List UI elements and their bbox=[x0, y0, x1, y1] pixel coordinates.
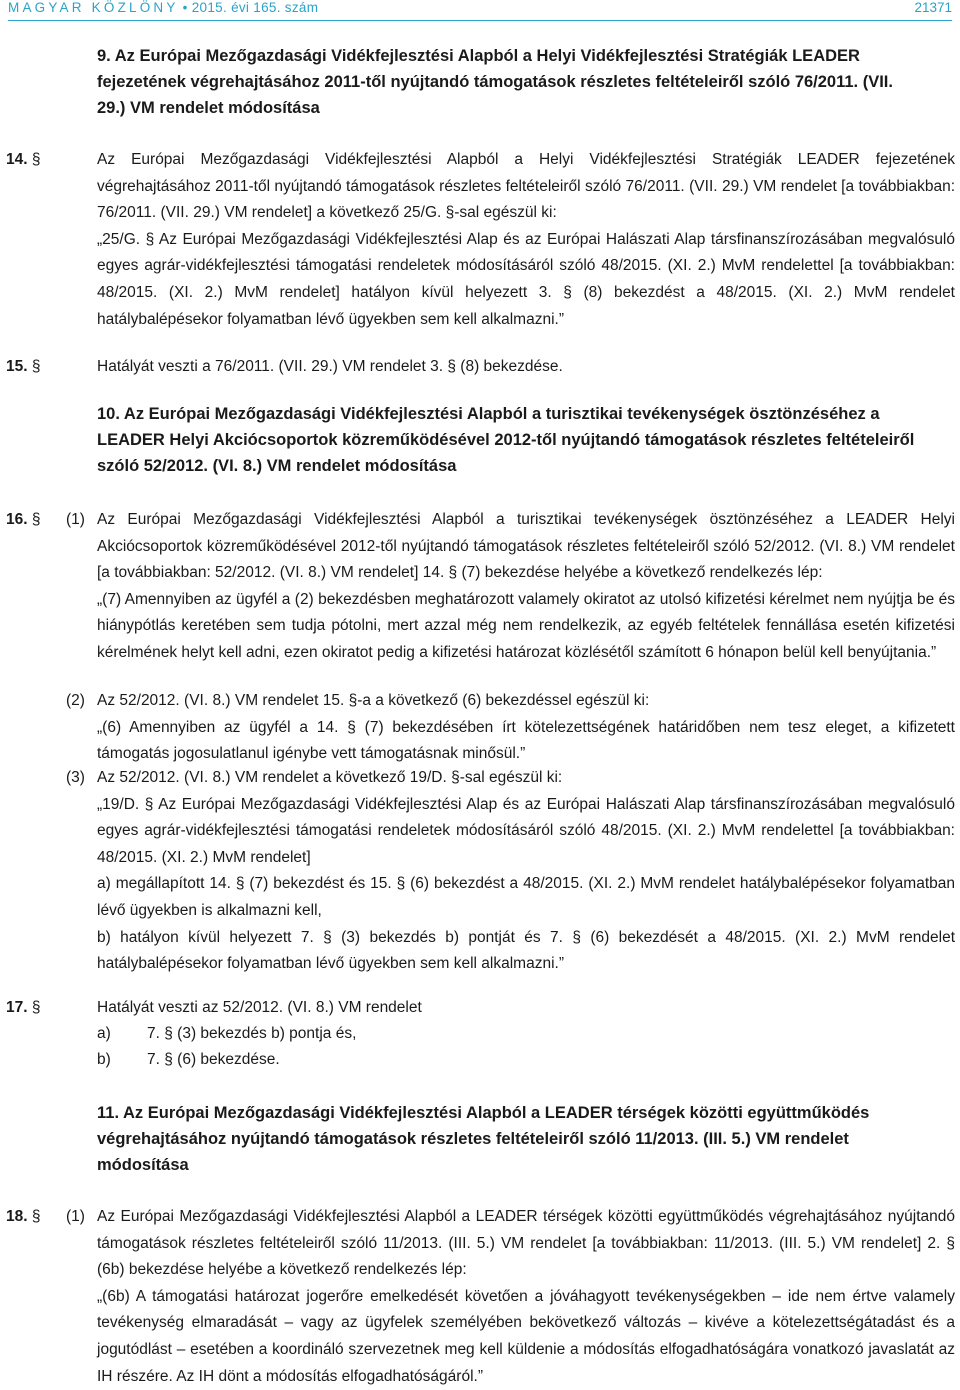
list-item-b: b) hatályon kívül helyezett 7. § (3) bekezdés b) pontját és 7. § (6) bekezdését a 48/2015. (XI. 2.) MvM rendelet hatálybalépésekor folyamatban lévő ügyekben sem kell alkalmazni.” bbox=[97, 928, 955, 973]
paragraph-quote: „(6) Amennyiben az ügyfél a 14. § (7) bekezdésében írt kötelezettségének határidőben nem tesz eleget, a kifizetett támogatás jogosulatlanul igénybe vett támogatásnak minősül.” bbox=[97, 718, 955, 763]
paragraph-label: (2) bbox=[66, 692, 85, 709]
article-number: 14. bbox=[6, 151, 28, 168]
article-15-number bbox=[6, 354, 41, 381]
section-number: 10. bbox=[97, 405, 120, 423]
list-label-b: b) bbox=[97, 1051, 111, 1068]
page-number: 21371 bbox=[914, 0, 952, 15]
section-number: 9. bbox=[97, 47, 111, 65]
article-17-number bbox=[6, 995, 41, 1022]
paragraph-label: (3) bbox=[66, 769, 85, 786]
article-15-text: Hatályát veszti a 76/2011. (VII. 29.) VM rendelet 3. § (8) bekezdése. bbox=[97, 358, 563, 375]
paragraph-quote: „19/D. § Az Európai Mezőgazdasági Vidékfejlesztési Alap és az Európai Halászati Alap társfinanszírozásában megvalósuló egyes agrár-vidékfejlesztési támogatási rendeletek módosításáról szóló 48/2015. (XI. 2.) MvM rendelettel [a továbbiakban: 48/2015. (XI. 2.) MvM rendelet] bbox=[97, 795, 955, 866]
article-number: 16. bbox=[6, 511, 28, 528]
section-sign: § bbox=[31, 358, 41, 375]
article-number: 17. bbox=[6, 999, 28, 1016]
section-title-text: Az Európai Mezőgazdasági Vidékfejlesztési Alapból a turisztikai tevékenységek ösztönzéséhez a LEADER Helyi Akciócsoportok közreműködésével 2012-től nyújtandó támogatások részletes feltételeiről szóló 52/2012. (VI. 8.) VM rendelet módosítása bbox=[97, 405, 915, 476]
section-title-text: Az Európai Mezőgazdasági Vidékfejlesztési Alapból a Helyi Vidékfejlesztési Stratégiák LEADER fejezetének végrehajtásához 2011-től nyújtandó támogatások részletes feltételeiről szóló 76/2011. (VII. 29.) VM rendelet módosítása bbox=[97, 47, 893, 118]
article-18-number bbox=[6, 1204, 41, 1231]
article-14-text: Az Európai Mezőgazdasági Vidékfejlesztési Alapból a Helyi Vidékfejlesztési Stratégiák LEADER fejezetének végrehajtásához 2011-től nyújtandó támogatások részletes feltételeiről szóló 76/2011. (VII. 29.) VM rendelet [a továbbiakban: 76/2011. (VII. 29.) VM rendelet] a következő 25/G. §-sal egészül ki: bbox=[97, 151, 955, 222]
publication-name: MAGYAR KÖZLÖNY bbox=[8, 0, 179, 15]
paragraph-text: Az 52/2012. (VI. 8.) VM rendelet 15. §-a a következő (6) bekezdéssel egészül ki: bbox=[97, 692, 650, 709]
article-14-quote: „25/G. § Az Európai Mezőgazdasági Vidékfejlesztési Alap és az Európai Halászati Alap társfinanszírozásában megvalósuló egyes agrár-vidékfejlesztési támogatási rendeletek módosításáról szóló 48/2015. (XI. 2.) MvM rendelettel [a továbbiakban: 48/2015. (XI. 2.) MvM rendelet] hatályon kívül helyezett 3. § (8) bekezdést a 48/2015. (XI. 2.) MvM rendelet hatálybalépésekor folyamatban lévő ügyekben sem kell alkalmazni.” bbox=[97, 230, 955, 328]
article-number: 15. bbox=[6, 358, 28, 375]
section-sign: § bbox=[31, 999, 41, 1016]
list-label-a: a) bbox=[97, 1025, 111, 1042]
article-18-p1 bbox=[97, 1204, 955, 1390]
paragraph-quote: „(7) Amennyiben az ügyfél a (2) bekezdésben meghatározott valamely okiratot az utolsó kifizetési kérelmet nem nyújtja be és hiánypótlás keretében sem tudja pótolni, mert azzal még nem rendelkezik, az egyéb feltételek fennállása esetén kifizetési kérelmének helyt kell adni, ezen okiratot pedig a kifizetési határozat közlésétől számított 6 hónapon belül kell benyújtania.” bbox=[97, 590, 955, 661]
article-17-text: Hatályát veszti az 52/2012. (VI. 8.) VM rendelet bbox=[97, 999, 422, 1016]
paragraph-text: Az 52/2012. (VI. 8.) VM rendelet a következő 19/D. §-sal egészül ki: bbox=[97, 769, 563, 786]
list-item-a: 7. § (3) bekezdés b) pontja és, bbox=[147, 1025, 357, 1042]
paragraph-text: Az Európai Mezőgazdasági Vidékfejlesztési Alapból a turisztikai tevékenységek ösztönzéséhez a LEADER Helyi Akciócsoportok közreműködésével 2012-től nyújtandó támogatások részletes feltételeiről szóló 52/2012. (VI. 8.) VM rendelet [a továbbiakban: 52/2012. (VI. 8.) VM rendelet] 14. § (7) bekezdése helyébe a következő rendelkezés lép: bbox=[97, 511, 955, 582]
page-header bbox=[8, 0, 952, 21]
section-sign: § bbox=[31, 151, 41, 168]
paragraph-label: (1) bbox=[66, 1208, 85, 1225]
article-14-body bbox=[97, 147, 955, 333]
article-16-p3 bbox=[97, 765, 955, 978]
article-16-number bbox=[6, 507, 41, 534]
header-left bbox=[8, 0, 318, 16]
article-14-number bbox=[6, 147, 41, 174]
article-16-p1 bbox=[97, 507, 955, 667]
issue-label: 2015. évi 165. szám bbox=[191, 0, 319, 15]
section-title-text: Az Európai Mezőgazdasági Vidékfejlesztési Alapból a LEADER térségek közötti együttműködés végrehajtásához nyújtandó támogatások részletes feltételeiről szóló 11/2013. (III. 5.) VM rendelet módosítása bbox=[97, 1104, 870, 1175]
article-16-p2 bbox=[97, 688, 955, 768]
article-number: 18. bbox=[6, 1208, 28, 1225]
paragraph-quote: „(6b) A támogatási határozat jogerőre emelkedését követően a jóváhagyott tevékenységekben – ide nem értve valamely tevékenység elmaradását – vagy az ügyfelek személyében bekövetkező változás – kivéve a kötelezettségátadást és a jogutódlást – esetében a koordináló szervezetnek meg kell küldenie a módosítás elfogadhatóságára vonatkozó javaslatát az IH részére. Az IH dönt a módosítás elfogadhatóságáról.” bbox=[97, 1287, 955, 1385]
list-item-b: 7. § (6) bekezdése. bbox=[147, 1051, 280, 1068]
section-title-11 bbox=[97, 1100, 927, 1179]
list-item-a: a) megállapított 14. § (7) bekezdést és 15. § (6) bekezdést a 48/2015. (XI. 2.) MvM rendelet hatálybalépésekor folyamatban lévő ügyekben is alkalmazni kell, bbox=[97, 875, 955, 919]
section-title-10 bbox=[97, 401, 937, 480]
section-sign: § bbox=[31, 511, 41, 528]
header-bullet: • bbox=[182, 0, 188, 15]
section-title-9 bbox=[97, 43, 897, 122]
paragraph-text: Az Európai Mezőgazdasági Vidékfejlesztési Alapból a LEADER térségek közötti együttműködés végrehajtásához nyújtandó támogatások részletes feltételeiről szóló 11/2013. (III. 5.) VM rendelet [a továbbiakban: 11/2013. (III. 5.) VM rendelet] 2. § (6b) bekezdése helyébe a következő rendelkezés lép: bbox=[97, 1208, 955, 1279]
section-number: 11. bbox=[97, 1104, 120, 1122]
section-sign: § bbox=[31, 1208, 41, 1225]
paragraph-label: (1) bbox=[66, 511, 85, 528]
